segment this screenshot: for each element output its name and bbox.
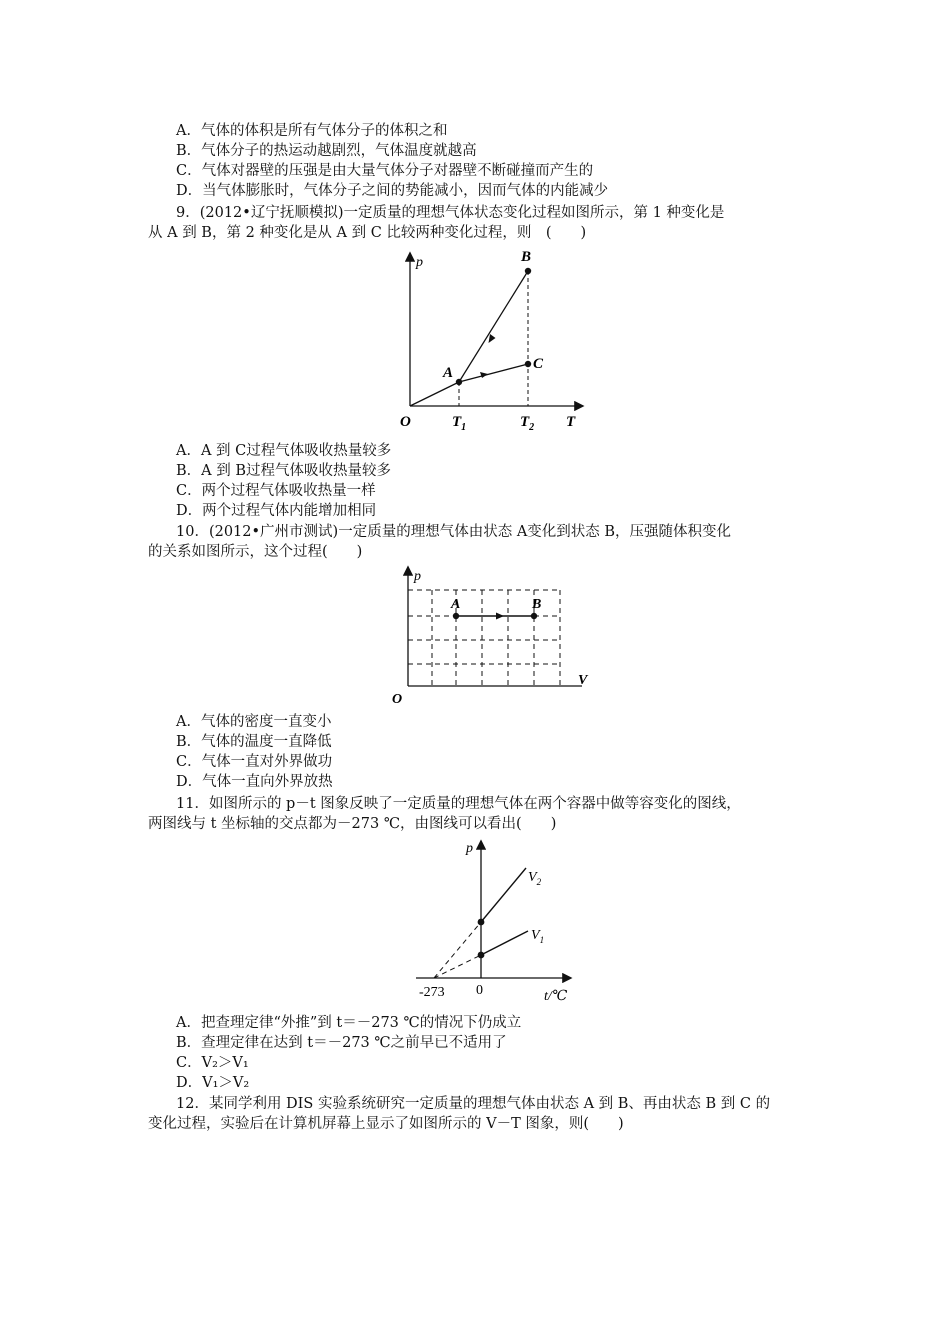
q11-label-neg273: -273: [419, 985, 445, 1000]
q12-stem-line1: 12．某同学利用 DIS 实验系统研究一定质量的理想气体由状态 A 到 B、再由状态 B 到 C 的: [176, 1096, 771, 1112]
q9-point-a: [456, 379, 462, 385]
q9-label-a: A: [443, 365, 454, 381]
q9-arrow-ab: [489, 334, 496, 343]
q10-arrow-ab: [496, 613, 504, 620]
q10-label-o: O: [392, 692, 403, 707]
q10-option-d: D．气体一直向外界放热: [176, 774, 333, 790]
q9-label-b: B: [521, 249, 532, 265]
q11-stem-line1: 11．如图所示的 p－t 图象反映了一定质量的理想气体在两个容器中做等容变化的图线，: [176, 796, 741, 812]
q9-point-c: [525, 361, 531, 367]
q10-option-a: A．气体的密度一直变小: [176, 714, 332, 730]
q10-option-b: B．气体的温度一直降低: [176, 734, 332, 750]
q11-point-v2: [478, 919, 485, 926]
q11-option-c: C．V₂＞V₁: [176, 1055, 249, 1071]
q11-pt-figure: [410, 834, 580, 1006]
q11-label-x: t/℃: [544, 989, 568, 1004]
q9-label-x: T: [566, 414, 576, 430]
q10-stem-line1: 10．(2012•广州市测试)一定质量的理想气体由状态 A变化到状态 B，压强随体积变化: [176, 524, 732, 540]
q12-stem-line2: 变化过程，实验后在计算机屏幕上显示了如图所示的 V－T 图象，则( ): [148, 1116, 624, 1132]
q10-point-a: [453, 613, 459, 619]
q10-label-b: B: [532, 597, 542, 612]
q11-dash-v1: [434, 955, 481, 978]
q9-stem-line1: 9．(2012•辽宁抚顺模拟)一定质量的理想气体状态变化过程如图所示，第 1 种变化是: [176, 205, 725, 221]
q10-stem-line2: 的关系如图所示，这个过程( ): [148, 544, 363, 560]
q10-label-p: p: [414, 569, 421, 584]
q11-point-v1: [478, 952, 485, 959]
q9-line-ab: [459, 271, 528, 382]
q9-label-o: O: [400, 414, 411, 430]
q11-option-d: D．V₁＞V₂: [176, 1075, 250, 1091]
q11-line-v1: [481, 931, 528, 955]
q9-stem-line2: 从 A 到 B，第 2 种变化是从 A 到 C 比较两种变化过程，则 ( ): [148, 225, 587, 241]
q9-origin-line: [410, 382, 459, 406]
q11-dash-v2: [434, 922, 481, 978]
q8-option-c: C．气体对器壁的压强是由大量气体分子对器壁不断碰撞而产生的: [176, 163, 594, 179]
q11-label-p: p: [466, 841, 473, 856]
q11-stem-line2: 两图线与 t 坐标轴的交点都为－273 ℃，由图线可以看出( ): [148, 816, 557, 832]
q11-line-v2: [481, 868, 526, 922]
q9-option-a: A．A 到 C过程气体吸收热量较多: [176, 443, 392, 459]
q9-label-t1: $T_1$: [452, 414, 467, 433]
q8-option-a: A．气体的体积是所有气体分子的体积之和: [176, 123, 448, 139]
q10-option-c: C．气体一直对外界做功: [176, 754, 333, 770]
q11-option-b: B．查理定律在达到 t＝－273 ℃之前早已不适用了: [176, 1035, 507, 1051]
q8-option-b: B．气体分子的热运动越剧烈，气体温度就越高: [176, 143, 477, 159]
q9-label-p: p: [416, 255, 423, 270]
q9-point-b: [525, 268, 531, 274]
q9-option-d: D．两个过程气体内能增加相同: [176, 503, 377, 519]
q9-pt-figure: [390, 244, 590, 434]
q9-line-ac: [459, 364, 528, 382]
q10-point-b: [531, 613, 537, 619]
q9-option-b: B．A 到 B过程气体吸收热量较多: [176, 463, 391, 479]
q9-label-c: C: [533, 356, 544, 372]
q10-pv-figure: [386, 562, 596, 710]
q9-option-c: C．两个过程气体吸收热量一样: [176, 483, 376, 499]
q11-label-v2: $V_2$: [528, 870, 542, 887]
q8-option-d: D．当气体膨胀时，气体分子之间的势能减小，因而气体的内能减少: [176, 183, 609, 199]
q10-label-a: A: [451, 597, 461, 612]
q9-label-t2: $T_2$: [520, 414, 535, 433]
q10-label-v: V: [578, 673, 588, 688]
q11-label-v1: $V_1$: [531, 928, 545, 945]
q11-option-a: A．把查理定律“外推”到 t＝－273 ℃的情况下仍成立: [176, 1015, 522, 1031]
q11-label-zero: 0: [476, 983, 483, 998]
